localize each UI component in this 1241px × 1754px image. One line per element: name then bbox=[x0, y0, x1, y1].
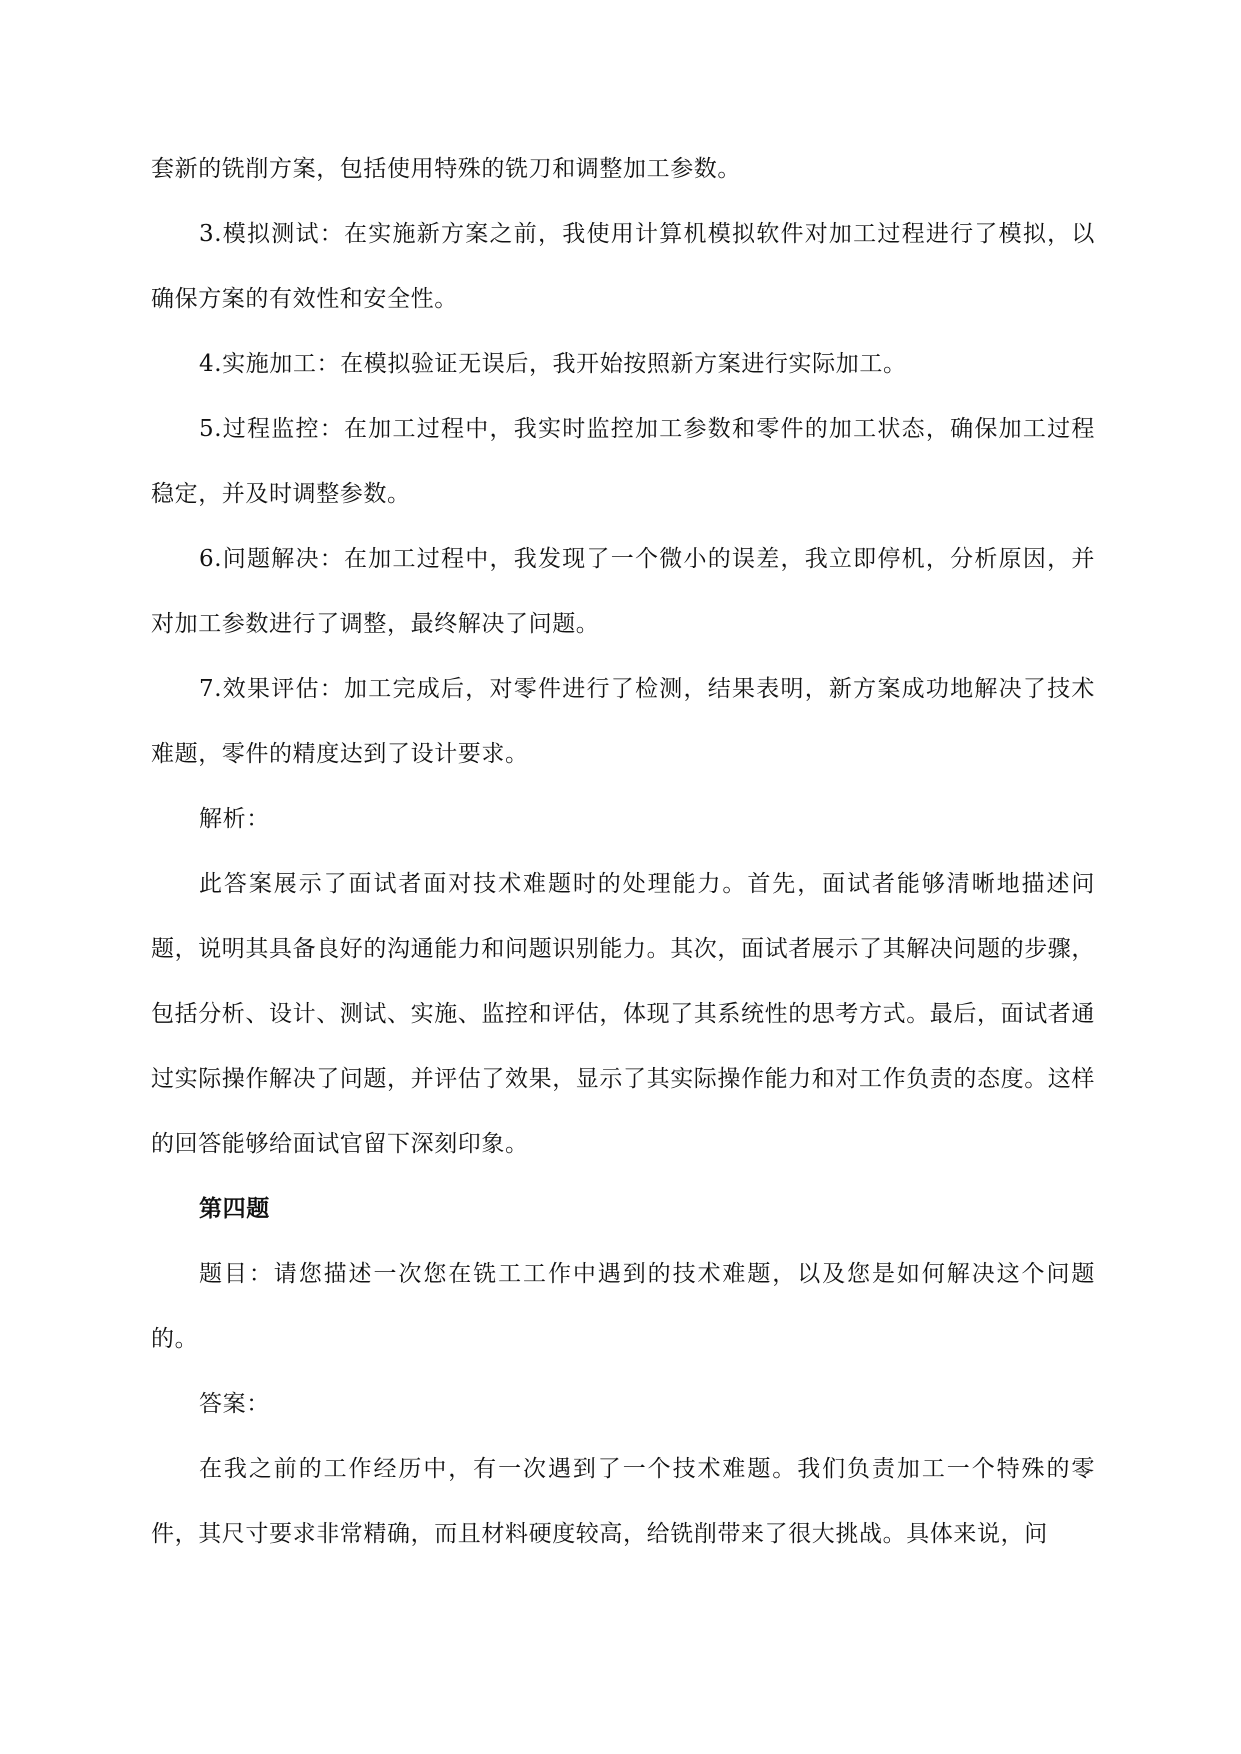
document-body bbox=[151, 137, 1095, 1567]
paragraph-step7-evaluation: 7.效果评估：加工完成后，对零件进行了检测，结果表明，新方案成功地解决了技术难题，零件的精度达到了设计要求。 bbox=[151, 676, 1095, 767]
paragraph-step5-process-monitoring: 5.过程监控：在加工过程中，我实时监控加工参数和零件的加工状态，确保加工过程稳定，并及时调整参数。 bbox=[151, 416, 1095, 507]
paragraph-step6-problem-solving: 6.问题解决：在加工过程中，我发现了一个微小的误差，我立即停机，分析原因，并对加工参数进行了调整，最终解决了问题。 bbox=[151, 546, 1095, 637]
answer-paragraph: 在我之前的工作经历中，有一次遇到了一个技术难题。我们负责加工一个特殊的零件，其尺寸要求非常精确，而且材料硬度较高，给铣削带来了很大挑战。具体来说，问 bbox=[151, 1456, 1095, 1547]
answer-label: 答案： bbox=[199, 1391, 270, 1417]
paragraph-step2-continuation: 套新的铣削方案，包括使用特殊的铣刀和调整加工参数。 bbox=[151, 156, 741, 182]
section-heading-question-4: 第四题 bbox=[199, 1196, 270, 1222]
analysis-paragraph: 此答案展示了面试者面对技术难题时的处理能力。首先，面试者能够清晰地描述问题，说明其具备良好的沟通能力和问题识别能力。其次，面试者展示了其解决问题的步骤，包括分析、设计、测试、实施、监控和评估，体现了其系统性的思考方式。最后，面试者通过实际操作解决了问题，并评估了效果，显示了其实际操作能力和对工作负责的态度。这样的回答能够给面试官留下深刻印象。 bbox=[151, 871, 1095, 1157]
paragraph-step3-simulation-test: 3.模拟测试：在实施新方案之前，我使用计算机模拟软件对加工过程进行了模拟，以确保方案的有效性和安全性。 bbox=[151, 221, 1095, 312]
question-paragraph: 题目：请您描述一次您在铣工工作中遇到的技术难题，以及您是如何解决这个问题的。 bbox=[151, 1261, 1095, 1352]
paragraph-step4-implementation: 4.实施加工：在模拟验证无误后，我开始按照新方案进行实际加工。 bbox=[199, 351, 907, 377]
analysis-label: 解析： bbox=[199, 806, 270, 832]
